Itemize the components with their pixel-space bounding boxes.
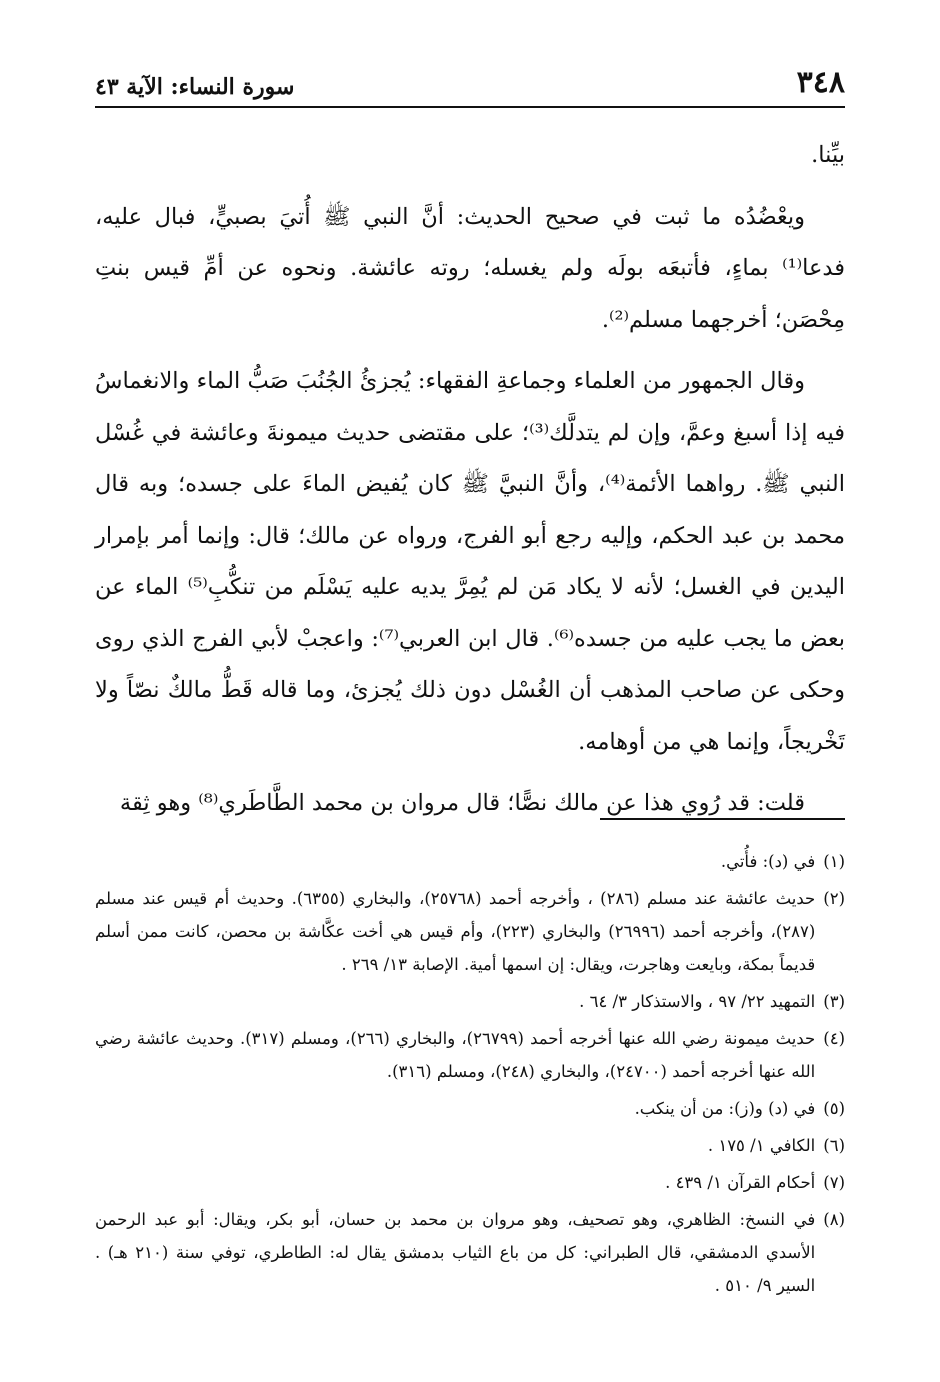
- footnote-text: في النسخ: الظاهري، وهو تصحيف، وهو مروان بن محمد بن حسان، أبو بكر، ويقال: أبو عبد الرحمن الأسدي الدمشقي، قال الطبراني: كل من باع الثياب بدمشق يقال له: الطاطري، توفي سنة (٢١٠ هـ) . السير ٩/ ٥١٠ .: [95, 1210, 816, 1295]
- footnote: [95, 1022, 845, 1088]
- footnote: [95, 845, 845, 878]
- footnotes: [95, 845, 845, 1306]
- footnote-number: (٢): [823, 889, 845, 908]
- paragraph: بيِّنا.: [811, 142, 845, 168]
- footnote-text: حديث ميمونة رضي الله عنها أخرجه أحمد (٢٦٧٩٩)، والبخاري (٢٦٦)، ومسلم (٣١٧). وحديث عائشة رضي الله عنها أخرجه أحمد (٢٤٧٠٠)، والبخاري (٢٤٨)، ومسلم (٣١٦).: [95, 1029, 816, 1081]
- page-header: [95, 58, 845, 108]
- page-number: ٣٤٨: [796, 65, 845, 100]
- footnote: [95, 1129, 845, 1162]
- footnote-text: التمهيد ٢٢/ ٩٧ ، والاستذكار ٣/ ٦٤ .: [579, 992, 816, 1011]
- footnote-text: في (د) و(ز): من أن ينكب.: [634, 1099, 816, 1118]
- footnote-number: (٧): [823, 1173, 845, 1192]
- footnote: [95, 985, 845, 1018]
- paragraph: وقال الجمهور من العلماء وجماعةِ الفقهاء: يُجزئُ الجُنُبَ صَبُّ الماء والانغماسُ فيه إذا أسبغ وعمَّ، وإن لم يتدلَّك⁽³⁾؛ على مقتضى حديث ميمونةَ وعائشة في غُسْل النبي ﷺ. رواهما الأئمة⁽⁴⁾، وأنَّ النبيَّ ﷺ كان يُفيض الماءَ على جسده؛ وبه قال محمد بن عبد الحكم، وإليه رجع أبو الفرج، ورواه عن مالك؛ قال: وإنما أمر بإمرار اليدين في الغسل؛ لأنه لا يكاد مَن لم يُمِرَّ يديه عليه يَسْلَم من تنكُّبِ⁽⁵⁾ الماء عن بعض ما يجب عليه من جسده⁽⁶⁾. قال ابن العربي⁽⁷⁾: واعجبْ لأبي الفرج الذي روى وحكى عن صاحب المذهب أن الغُسْل دون ذلك يُجزئ، وما قاله قَطُّ مالكٌ نصّاً ولا تَخْريجاً، وإنما هي من أوهامه.: [95, 368, 846, 755]
- running-title: سورة النساء: الآية ٤٣: [95, 74, 295, 100]
- footnote-text: في (د): فأُتي.: [720, 852, 816, 871]
- footnote: [95, 1166, 845, 1199]
- main-text: [95, 130, 845, 840]
- paragraph: ويعْضُدُه ما ثبت في صحيح الحديث: أنَّ النبي ﷺ أُتيَ بصبيٍّ، فبال عليه، فدعا⁽¹⁾ بماءٍ، فأتبعَه بولَه ولم يغسله؛ روته عائشة. ونحوه عن أمِّ قيس بنتِ مِحْصَن؛ أخرجهما مسلم⁽²⁾.: [95, 203, 845, 333]
- footnote-number: (٤): [823, 1029, 845, 1048]
- footnote-number: (٨): [823, 1210, 845, 1229]
- footnote-number: (٣): [823, 992, 845, 1011]
- paragraph: قلت: قد رُوي هذا عن مالك نصًّا؛ قال مروان بن محمد الطَّاطَري⁽⁸⁾ وهو ثِقة: [119, 790, 805, 816]
- footnote-divider: [600, 818, 845, 820]
- footnote: [95, 882, 845, 981]
- footnote-number: (١): [823, 852, 845, 871]
- footnote-text: حديث عائشة عند مسلم (٢٨٦) ، وأخرجه أحمد (٢٥٧٦٨)، والبخاري (٦٣٥٥). وحديث أم قيس عند مسلم (٢٨٧)، وأخرجه أحمد (٢٦٩٩٦) والبخاري (٢٢٣)، وأم قيس هي أخت عكَّاشة بن محصن، كانت ممن أسلم قديماً بمكة، وبايعت وهاجرت، ويقال: إن اسمها أمية. الإصابة ١٣/ ٢٦٩ .: [95, 889, 816, 974]
- footnote: [95, 1092, 845, 1125]
- footnote-text: الكافي ١/ ١٧٥ .: [707, 1136, 816, 1155]
- footnote-number: (٥): [823, 1099, 845, 1118]
- footnote-number: (٦): [823, 1136, 845, 1155]
- footnote-text: أحكام القرآن ١/ ٤٣٩ .: [665, 1173, 816, 1192]
- footnote: [95, 1203, 845, 1302]
